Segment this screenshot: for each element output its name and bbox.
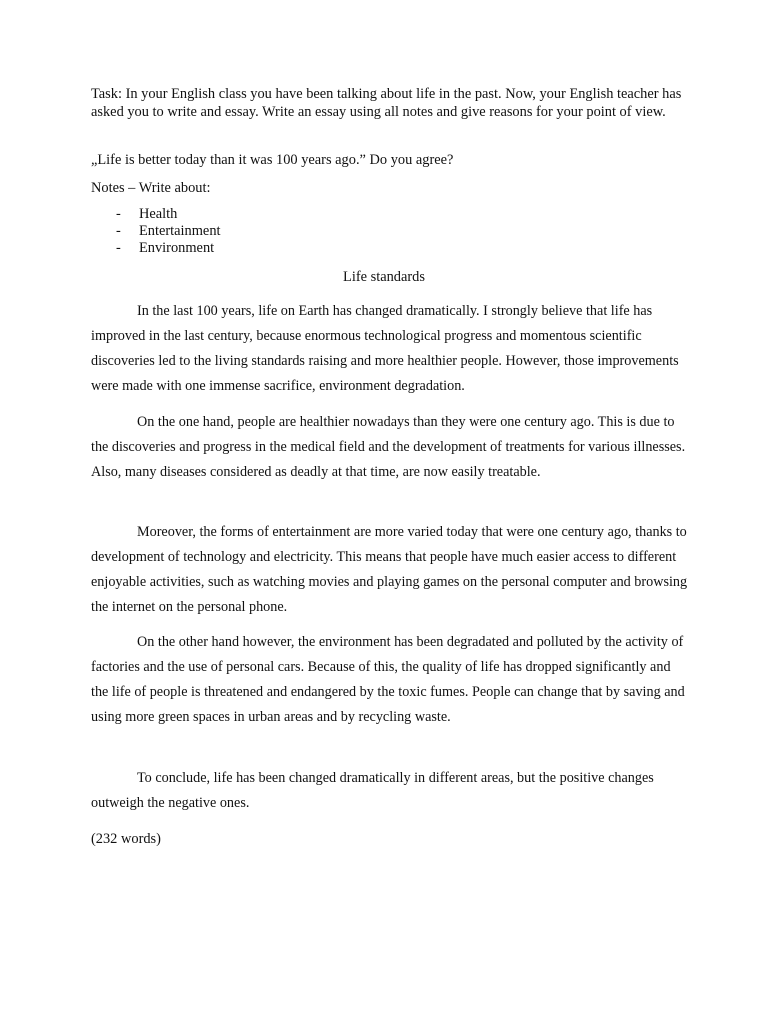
essay-paragraph-entertainment: Moreover, the forms of entertainment are more varied today that were one century ago, thanks to development of technology and electricity. This means that people have much easier access to different enjoyable activities, such as watching movies and playing games on the personal computer and browsing the internet on the personal phone. xyxy=(91,524,688,615)
note-environment: Environment xyxy=(139,240,215,257)
task-instructions: Task: In your English class you have been talking about life in the past. Now, your English teacher has asked you to write and essay. Write an essay using all notes and give reasons for your point of view. xyxy=(91,86,682,120)
list-dash: - xyxy=(116,240,121,257)
essay-paragraph-introduction: In the last 100 years, life on Earth has changed dramatically. I strongly believe that life has improved in the last century, because enormous technological progress and momentous scientific discoveries led to the living standards raising and more healthier people. However, those improvements were made with one immense sacrifice, environment degradation. xyxy=(91,303,679,394)
essay-paragraph-health: On the one hand, people are healthier nowadays than they were one century ago. This is due to the discoveries and progress in the medical field and the development of treatments for various illnesses. Also, many diseases considered as deadly at that time, are now easily treatable. xyxy=(91,414,686,480)
notes-list-item xyxy=(116,223,221,240)
word-count: (232 words) xyxy=(91,831,161,847)
list-dash: - xyxy=(116,206,121,222)
essay-paragraph-conclusion: To conclude, life has been changed dramatically in different areas, but the positive changes outweigh the negative ones. xyxy=(91,770,654,811)
essay-prompt-quote: „Life is better today than it was 100 years ago.” Do you agree? xyxy=(91,152,454,168)
essay-title: Life standards xyxy=(343,269,425,285)
notes-list-item xyxy=(116,206,221,223)
notes-list-item xyxy=(116,240,221,257)
note-entertainment: Entertainment xyxy=(139,223,221,240)
notes-label: Notes – Write about: xyxy=(91,180,211,196)
notes-list xyxy=(116,206,221,258)
essay-paragraph-environment: On the other hand however, the environment has been degradated and polluted by the activity of factories and the use of personal cars. Because of this, the quality of life has dropped significantly and the life of people is threatened and endangered by the toxic fumes. People can change that by saving and using more green spaces in urban areas and by recycling waste. xyxy=(91,634,685,725)
list-dash: - xyxy=(116,223,121,240)
note-health: Health xyxy=(139,206,178,222)
